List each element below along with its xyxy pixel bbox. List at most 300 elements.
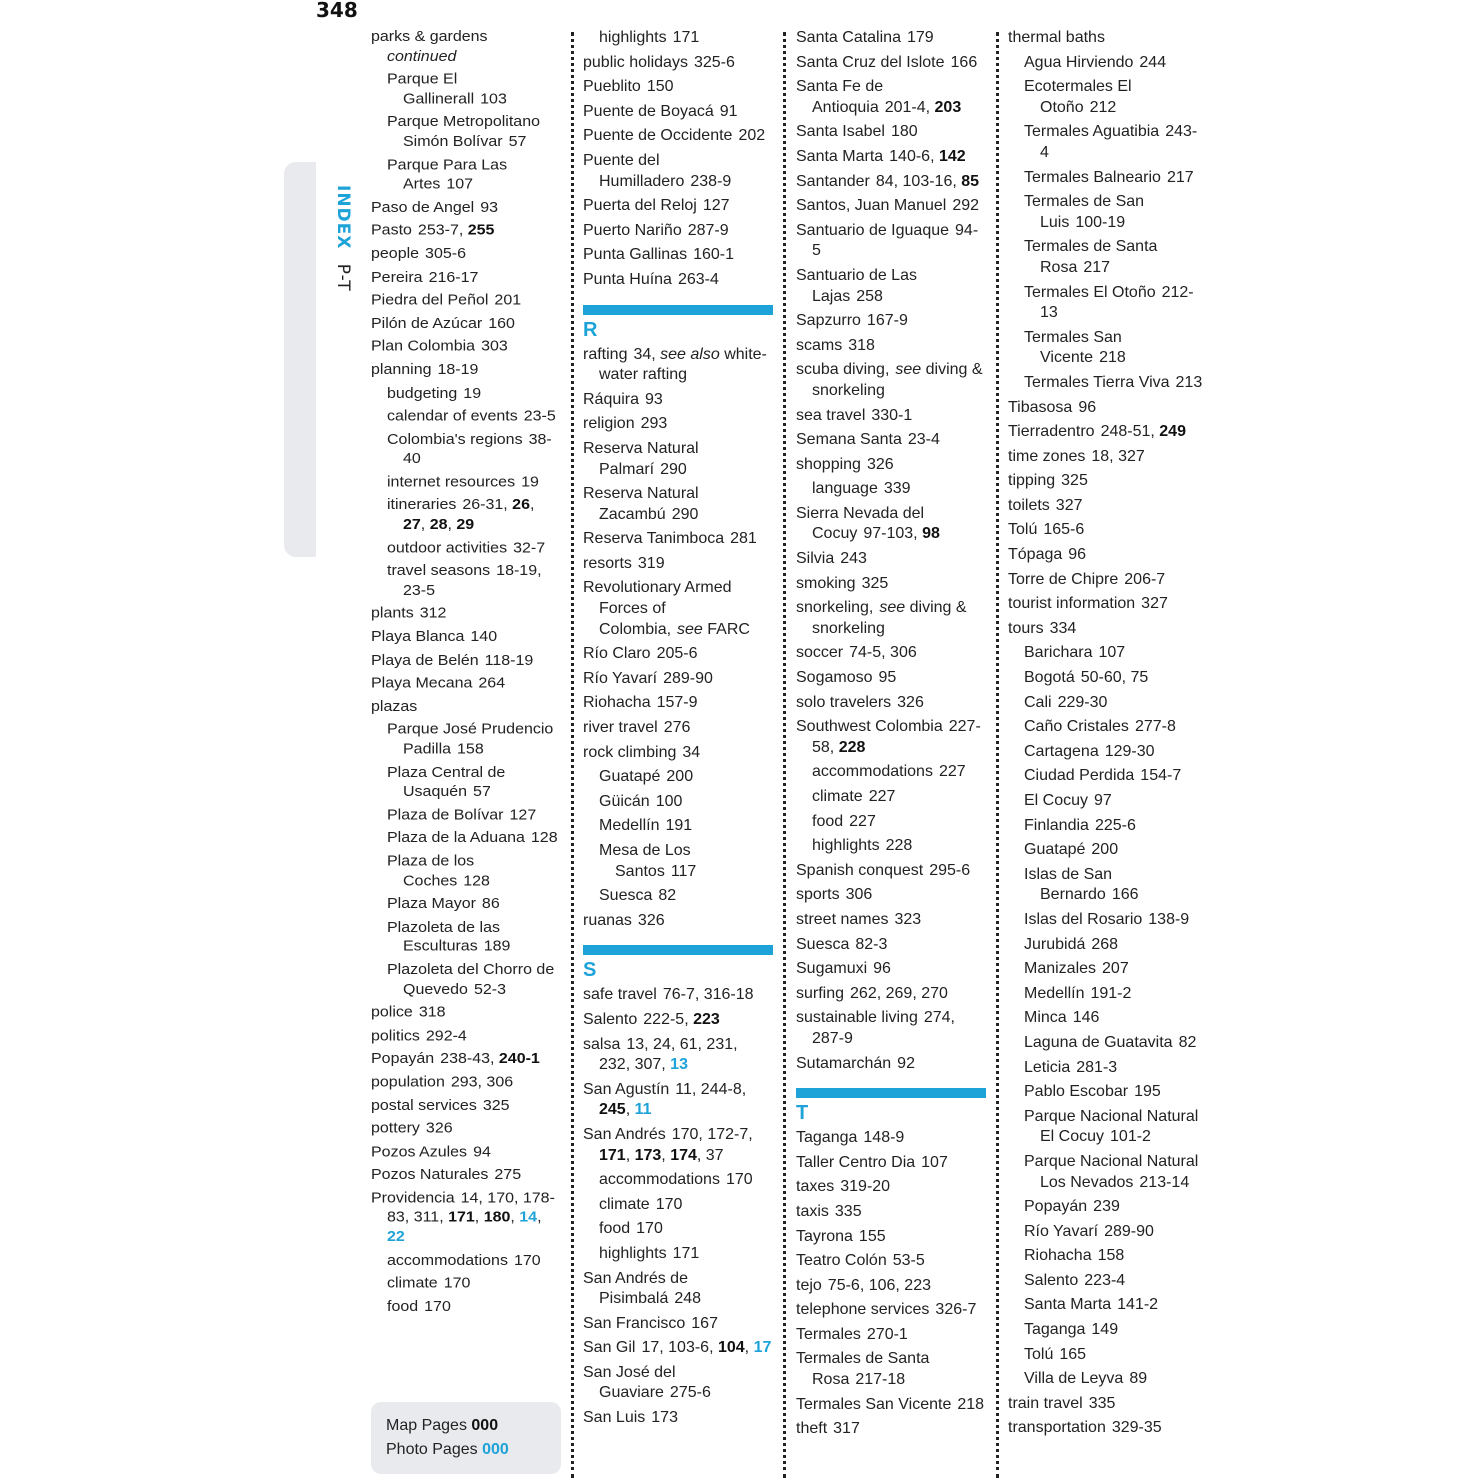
- page-ref: 50-60, 75: [1080, 669, 1149, 687]
- entry-term: Tolú: [1024, 1345, 1054, 1363]
- index-entry: [583, 554, 773, 575]
- page-ref: 290: [660, 460, 687, 478]
- page-ref: ,: [625, 1101, 635, 1119]
- index-subentry: [371, 71, 561, 110]
- entry-pages: [849, 644, 917, 661]
- page-number: 348: [316, 0, 358, 22]
- page-ref: 325-6: [693, 53, 735, 71]
- map-page-ref: 142: [938, 147, 966, 165]
- index-subentry: [1008, 865, 1203, 906]
- page-ref: 200: [666, 768, 694, 786]
- index-subentry: [583, 28, 773, 49]
- entry-pages: [672, 506, 699, 523]
- entry-term: climate: [387, 1275, 438, 1292]
- entry-pages: [470, 629, 497, 645]
- index-subentry: [371, 895, 561, 914]
- index-entry: [796, 1177, 986, 1198]
- entry-pages: [514, 1252, 541, 1268]
- entry-term: plazas: [371, 698, 418, 715]
- entry-term: Suesca: [599, 887, 653, 905]
- entry-note: continued: [387, 48, 457, 65]
- page-ref: 118-19: [484, 652, 534, 669]
- entry-term: transportation: [1008, 1419, 1106, 1437]
- page-ref: 275: [494, 1166, 522, 1183]
- entry-term: climate: [599, 1195, 650, 1213]
- index-entry: [371, 199, 561, 218]
- entry-term: Playa Blanca: [371, 628, 465, 646]
- section-label: [323, 185, 353, 292]
- page-ref: 225-6: [1094, 816, 1136, 834]
- entry-term: Suesca: [796, 935, 850, 953]
- entry-term: Santa Catalina: [796, 29, 901, 46]
- entry-pages: [478, 675, 505, 691]
- index-entry: [796, 1153, 986, 1174]
- section-bar: [583, 945, 773, 955]
- page-ref: 170, 172-7,: [671, 1125, 753, 1143]
- entry-term: Puerto Nariño: [583, 221, 682, 239]
- page-ref: 258: [856, 287, 883, 305]
- entry-pages: [474, 981, 506, 997]
- page-ref: 157-9: [656, 694, 698, 712]
- page-ref: 330-1: [871, 406, 913, 424]
- index-subentry: [1008, 1058, 1203, 1079]
- entry-term: Santa Fe de Antioquia: [796, 78, 884, 116]
- entry-pages: [1083, 259, 1110, 276]
- entry-term: climate: [812, 788, 863, 805]
- entry-pages: [666, 768, 693, 785]
- page-ref: 76-7, 316-18: [662, 986, 754, 1004]
- page-ref: 319: [637, 554, 665, 572]
- map-page-ref: 85: [961, 172, 980, 190]
- entry-pages: [1073, 1009, 1100, 1026]
- entry-pages: [1112, 886, 1139, 903]
- index-entry: [796, 430, 986, 451]
- index-subentry: [1008, 935, 1203, 956]
- page-ref: 23-5: [523, 408, 556, 425]
- page-ref: 253-7,: [417, 222, 468, 239]
- index-entry: [371, 674, 561, 693]
- photo-page-ref: 11: [634, 1101, 652, 1119]
- entry-pages: [494, 292, 521, 308]
- entry-pages: [951, 54, 978, 71]
- entry-term: people: [371, 245, 420, 262]
- entry-term: highlights: [812, 837, 880, 855]
- column-divider: [571, 32, 574, 1478]
- index-entry: [371, 291, 561, 310]
- entry-pages: [509, 134, 527, 150]
- entry-pages: [483, 1097, 510, 1113]
- index-subentry: [1008, 1082, 1203, 1103]
- entry-term: Ecotermales El Otoño: [1024, 78, 1132, 116]
- index-entry: [1008, 570, 1203, 591]
- index-entry: [1008, 1418, 1203, 1439]
- page-ref: 244: [1139, 53, 1167, 71]
- index-entry: [583, 1010, 773, 1031]
- entry-term: Tolú: [1008, 521, 1038, 539]
- entry-pages: [482, 896, 500, 912]
- page-ref: 94: [473, 1143, 491, 1160]
- index-entry: [796, 885, 986, 906]
- page-ref: 276: [663, 719, 691, 737]
- entry-pages: [444, 1275, 471, 1291]
- index-subentry: [371, 1251, 561, 1270]
- page-ref: 93: [480, 199, 498, 216]
- entry-pages: [1068, 546, 1086, 563]
- page-ref: 140: [470, 628, 498, 646]
- index-entry: [796, 147, 986, 168]
- index-subentry: [1008, 192, 1203, 233]
- page-ref: ,: [625, 1146, 635, 1164]
- entry-pages: [1091, 936, 1118, 953]
- entry-term: Parque El Gallinerall: [387, 71, 475, 108]
- page-ref: , 37: [696, 1146, 724, 1164]
- entry-term: Sogamoso: [796, 669, 873, 687]
- index-entry: [371, 1050, 561, 1069]
- index-entry: [371, 1027, 561, 1046]
- page-ref: 326: [425, 1120, 453, 1137]
- index-entry: [583, 345, 773, 386]
- page-ref: 165-6: [1043, 521, 1085, 539]
- map-page-ref: 180: [483, 1209, 511, 1226]
- entry-pages: [426, 1028, 467, 1044]
- page-ref: 329-35: [1111, 1419, 1162, 1437]
- index-entry: [1008, 619, 1203, 640]
- page-ref: 173: [651, 1409, 678, 1427]
- page-ref: ,: [447, 516, 457, 533]
- entry-term: highlights: [599, 1244, 667, 1262]
- entry-pages: [1176, 374, 1203, 391]
- entry-pages: [921, 1154, 948, 1171]
- entry-term: tourist information: [1008, 595, 1136, 613]
- index-subentry: [371, 829, 561, 848]
- page-ref: ,: [661, 1146, 671, 1164]
- page-ref: 180: [890, 123, 918, 141]
- index-entry: [796, 221, 986, 262]
- entry-pages: [420, 606, 447, 622]
- page-ref: ,: [474, 1209, 484, 1226]
- page-ref: 305-6: [425, 245, 466, 262]
- index-subentry: [371, 961, 561, 1000]
- index-entry: [796, 935, 986, 956]
- index-entry: [1008, 594, 1203, 615]
- index-subentry: [583, 1244, 773, 1265]
- entry-pages: [907, 29, 934, 46]
- map-page-ref: 245: [599, 1101, 626, 1119]
- entry-term: train travel: [1008, 1394, 1083, 1412]
- entry-pages: [1134, 1083, 1161, 1100]
- entry-pages: [1095, 817, 1136, 834]
- page-ref: 84, 103-16,: [875, 172, 962, 190]
- page-ref: 200: [1091, 841, 1119, 859]
- page-ref: diving & snorkeling: [812, 361, 983, 399]
- entry-pages: [485, 652, 534, 668]
- page-ref: 38-40: [403, 431, 552, 467]
- index-subentry: [1008, 1152, 1203, 1193]
- index-entry: [583, 911, 773, 932]
- entry-pages: [1110, 1128, 1151, 1145]
- page-ref: 218: [957, 1395, 985, 1413]
- map-page-ref: 228: [838, 738, 866, 756]
- entry-term: postal services: [371, 1097, 477, 1114]
- entry-term: thermal baths: [1008, 29, 1105, 46]
- map-page-ref: 255: [467, 222, 495, 239]
- entry-term: Bogotá: [1024, 669, 1075, 687]
- map-page-ref: 240-1: [498, 1050, 540, 1067]
- entry-term: Pereira: [371, 269, 423, 286]
- page-ref: 213-14: [1139, 1173, 1190, 1191]
- page-ref: 146: [1072, 1009, 1100, 1027]
- index-column-4: [1008, 28, 1203, 1478]
- entry-pages: [867, 456, 894, 473]
- index-entry: [583, 1314, 773, 1335]
- entry-term: food: [599, 1220, 631, 1238]
- index-subentry: [1008, 1345, 1203, 1366]
- page-ref: 287-9: [687, 221, 729, 239]
- index-entry: [371, 361, 561, 380]
- page-ref: 107: [446, 176, 474, 193]
- entry-pages: [651, 1409, 678, 1426]
- index-entry: [1008, 496, 1203, 517]
- page-ref: 100-19: [1075, 213, 1126, 231]
- index-entry: [1008, 545, 1203, 566]
- entry-term: Colombia's regions: [387, 431, 523, 448]
- index-entry: [796, 717, 986, 758]
- index-entry: [583, 743, 773, 764]
- photo-pages-label: Photo Pages: [386, 1441, 478, 1458]
- entry-term: plants: [371, 605, 414, 622]
- entry-term: food: [387, 1298, 419, 1315]
- page-ref: 191-2: [1090, 984, 1132, 1002]
- entry-pages: [939, 763, 966, 780]
- map-page-ref: 104: [717, 1339, 745, 1357]
- entry-term: Playa de Belén: [371, 652, 479, 669]
- index-entry: [796, 172, 986, 193]
- entry-term: Tópaga: [1008, 546, 1063, 564]
- entry-pages: [726, 1171, 753, 1188]
- page-ref: 158: [457, 741, 484, 758]
- page-ref: 335: [1088, 1394, 1116, 1412]
- entry-term: outdoor activities: [387, 539, 508, 556]
- page-ref: 57: [508, 133, 527, 150]
- page-ref: 206-7: [1124, 570, 1166, 588]
- page-ref: 155: [858, 1227, 886, 1245]
- entry-pages: [521, 474, 539, 490]
- entry-term: Puente de Occidente: [583, 127, 733, 145]
- page-ref: 318: [418, 1004, 446, 1021]
- page-ref: 275-6: [669, 1384, 711, 1402]
- page-ref: 101-2: [1110, 1128, 1151, 1146]
- entry-term: scuba diving,: [796, 361, 890, 379]
- entry-term: Termales El Otoño: [1024, 283, 1156, 301]
- page-ref: 17, 103-6,: [641, 1339, 718, 1357]
- entry-term: Termales Balneario: [1024, 168, 1161, 186]
- index-entry: [583, 102, 773, 123]
- page-ref: 19: [463, 385, 482, 402]
- entry-pages: [424, 1299, 451, 1315]
- index-entry: [796, 984, 986, 1005]
- entry-term: Islas del Rosario: [1024, 910, 1143, 928]
- page-ref: 95: [878, 669, 897, 687]
- entry-term: El Cocuy: [1024, 792, 1089, 809]
- entry-term: Plazoleta del Chorro de Quevedo: [387, 961, 555, 998]
- page-ref: 292-4: [425, 1027, 467, 1044]
- index-subentry: [371, 431, 561, 470]
- index-entry: [796, 574, 986, 595]
- page-ref: 128: [463, 872, 490, 889]
- entry-pages: [425, 246, 466, 262]
- entry-term: Puente del Humilladero: [583, 151, 685, 190]
- index-entry: [371, 1004, 561, 1023]
- entry-pages: [473, 1144, 491, 1160]
- index-entry: [371, 245, 561, 264]
- entry-term: Islas de San Bernardo: [1024, 865, 1113, 904]
- entry-pages: [636, 1220, 663, 1237]
- index-entry: [583, 693, 773, 714]
- index-entry: [796, 959, 986, 980]
- entry-term: planning: [371, 361, 432, 378]
- index-entry: [796, 598, 986, 639]
- entry-pages: [1090, 985, 1131, 1002]
- entry-term: Tayrona: [796, 1227, 853, 1245]
- entry-term: Sutamarchán: [796, 1054, 892, 1072]
- page-ref: 138-9: [1148, 910, 1190, 928]
- entry-term: Santa Marta: [1024, 1296, 1112, 1314]
- page-ref: 248: [674, 1290, 702, 1308]
- entry-pages: [457, 741, 484, 757]
- entry-pages: [673, 1245, 700, 1262]
- page-ref: 327: [1055, 496, 1083, 514]
- page-ref: ,: [529, 497, 535, 514]
- index-subentry: [583, 1219, 773, 1240]
- entry-term: travel seasons: [387, 563, 491, 580]
- entry-term: Punta Gallinas: [583, 246, 688, 264]
- index-subentry: [796, 479, 986, 500]
- index-subentry: [371, 113, 561, 152]
- entry-term: Puerta del Reloj: [583, 197, 697, 215]
- index-subentry: [1008, 1222, 1203, 1243]
- entry-pages: [1140, 767, 1181, 784]
- entry-pages: [446, 176, 473, 192]
- index-subentry: [583, 816, 773, 837]
- index-entry: [583, 985, 773, 1006]
- page-ref: 107: [921, 1153, 948, 1171]
- page-ref: 166: [1111, 886, 1139, 904]
- entry-term: budgeting: [387, 385, 458, 402]
- index-subentry: [1008, 328, 1203, 369]
- entry-term: rafting: [583, 345, 628, 363]
- entry-term: Ciudad Perdida: [1024, 767, 1135, 785]
- page-ref: 223-4: [1084, 1271, 1126, 1289]
- page-ref: 243-4: [1040, 123, 1198, 161]
- entry-pages: [908, 431, 940, 448]
- entry-pages: [1099, 349, 1126, 366]
- index-subentry: [1008, 1320, 1203, 1341]
- page-ref: 170: [424, 1298, 451, 1315]
- entry-pages: [671, 863, 697, 880]
- entry-pages: [691, 1315, 718, 1332]
- page-ref: 216-17: [428, 269, 479, 286]
- entry-pages: [856, 288, 883, 305]
- page-ref: 191: [665, 817, 693, 835]
- entry-term: Riohacha: [583, 694, 651, 712]
- index-entry: [796, 1300, 986, 1321]
- page-ref: 82: [1178, 1033, 1197, 1051]
- entry-term: Manizales: [1024, 960, 1097, 978]
- entry-term: river travel: [583, 719, 658, 737]
- entry-term: Tibasosa: [1008, 398, 1073, 416]
- index-subentry: [583, 767, 773, 788]
- entry-pages: [641, 1339, 771, 1356]
- page-ref: 213: [1175, 373, 1203, 391]
- entry-pages: [720, 103, 738, 120]
- entry-term: Reserva Tanimboca: [583, 530, 725, 548]
- entry-term: Pueblito: [583, 78, 641, 96]
- entry-term: public holidays: [583, 53, 688, 71]
- entry-pages: [730, 530, 757, 547]
- entry-term: San Francisco: [583, 1314, 686, 1332]
- page-ref: 13, 24, 61, 231, 232, 307,: [599, 1035, 738, 1074]
- page-ref: 281: [730, 530, 757, 548]
- entry-pages: [463, 873, 490, 889]
- section-letter: T: [796, 1102, 809, 1125]
- index-subentry: [371, 853, 561, 892]
- index-entry: [796, 861, 986, 882]
- index-subentry: [371, 496, 561, 535]
- index-subentry: [371, 156, 561, 195]
- index-entry: [583, 1338, 773, 1359]
- entry-pages: [638, 555, 665, 572]
- page-ref: 239: [1093, 1198, 1120, 1216]
- index-subentry: [1008, 668, 1203, 689]
- entry-pages: [897, 694, 924, 711]
- page-ref: 96: [1068, 546, 1087, 564]
- page-ref: 150: [646, 78, 674, 96]
- map-page-ref: 223: [693, 1010, 720, 1028]
- index-entry: [796, 1395, 986, 1416]
- index-entry: [583, 151, 773, 192]
- entry-term: safe travel: [583, 986, 657, 1004]
- entry-pages: [855, 936, 887, 953]
- entry-term: food: [812, 812, 844, 830]
- page-ref: 325: [1061, 472, 1088, 490]
- entry-term: Cali: [1024, 693, 1052, 711]
- page-ref: 268: [1091, 935, 1119, 953]
- entry-pages: [863, 1129, 904, 1146]
- page-ref: 34: [682, 743, 701, 761]
- entry-pages: [1101, 423, 1186, 440]
- entry-term: Leticia: [1024, 1058, 1071, 1076]
- index-entry: [796, 311, 986, 332]
- entry-pages: [643, 1011, 720, 1028]
- index-entry: [583, 1363, 773, 1404]
- page-ref: 277-8: [1134, 718, 1176, 736]
- entry-pages: [869, 788, 896, 805]
- page-ref: ,: [420, 516, 430, 533]
- page-ref: 91: [719, 102, 738, 120]
- entry-pages: [531, 830, 558, 846]
- entry-pages: [873, 960, 891, 977]
- index-entry: [796, 549, 986, 570]
- entry-term: Taller Centro Dia: [796, 1153, 916, 1171]
- page-ref: 227: [849, 812, 876, 830]
- page-ref: see: [677, 620, 703, 638]
- entry-term: Sugamuxi: [796, 960, 868, 978]
- entry-term: Santa Cruz del Islote: [796, 53, 945, 71]
- page-ref: 97: [1094, 792, 1112, 809]
- index-entry: [796, 406, 986, 427]
- page-ref: 23-4: [907, 431, 940, 449]
- page-ref: 327: [1141, 595, 1168, 613]
